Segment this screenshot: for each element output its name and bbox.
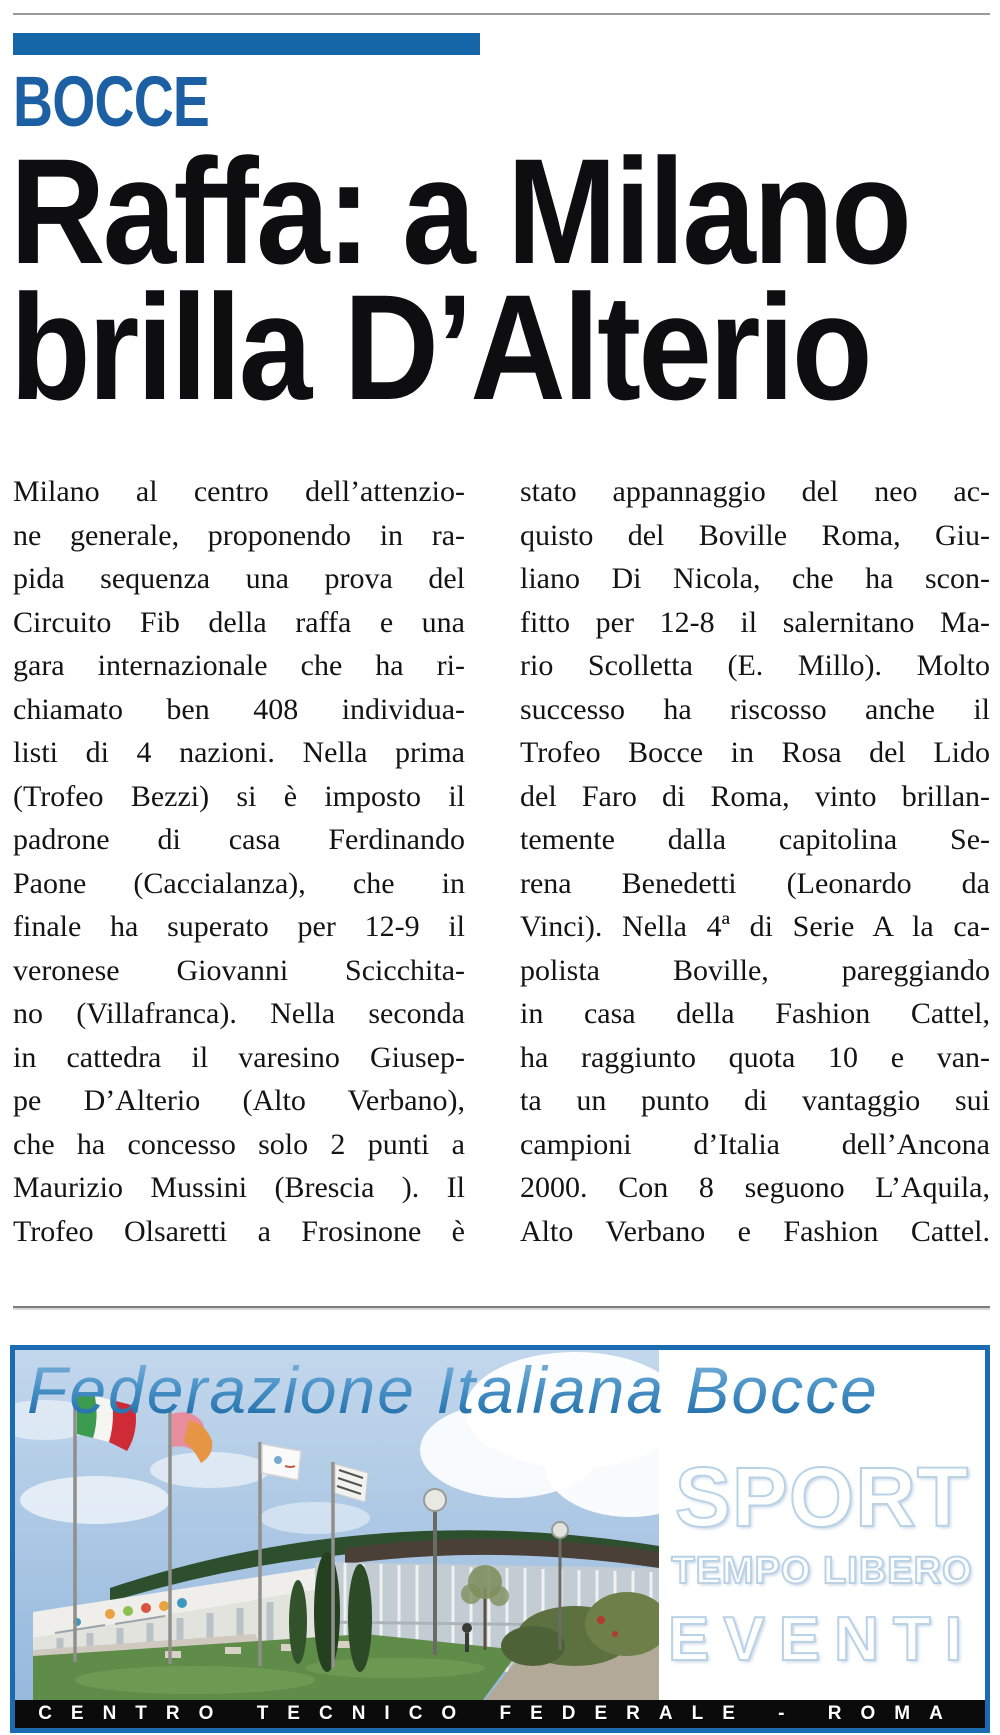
banner-tagline bbox=[659, 1450, 985, 1682]
tagline-tempo-libero: TEMPO LIBERO bbox=[671, 1550, 973, 1592]
text-line: padrone di casa Ferdinando bbox=[13, 823, 465, 856]
text-line: del Faro di Roma, vinto brillan- bbox=[520, 779, 990, 813]
article-body bbox=[13, 470, 990, 1253]
text-line: ta un punto di vantaggio sui bbox=[520, 1084, 990, 1117]
banner-footer-strip: CENTRO TECNICO FEDERALE - ROMA bbox=[15, 1700, 985, 1728]
article-headline bbox=[10, 127, 996, 431]
text-line: rena Benedetti (Leonardo da bbox=[520, 866, 990, 900]
text-line: finale ha superato per 12-9 il bbox=[13, 910, 465, 943]
text-line: temente dalla capitolina Se- bbox=[520, 823, 990, 856]
text-line: liano Di Nicola, che ha scon- bbox=[520, 562, 990, 595]
text-line: ha raggiunto quota 10 e van- bbox=[520, 1040, 990, 1074]
text-line: rio Scolletta (E. Millo). Molto bbox=[520, 649, 990, 682]
text-line: successo ha riscosso anche il bbox=[520, 692, 990, 726]
text-line: fitto per 12-8 il salernitano Ma- bbox=[520, 605, 990, 639]
article-column-right bbox=[520, 470, 990, 1253]
text-line: campioni d’Italia dell’Ancona bbox=[520, 1127, 990, 1161]
text-line: no (Villafranca). Nella seconda bbox=[13, 997, 465, 1030]
text-line: Maurizio Mussini (Brescia ). Il bbox=[13, 1171, 465, 1204]
article-column-left bbox=[13, 470, 465, 1253]
headline-line-1: Raffa: a Milano bbox=[10, 127, 910, 295]
banner-inner bbox=[15, 1350, 985, 1728]
text-line: Trofeo Olsaretti a Frosinone è bbox=[13, 1214, 465, 1248]
tagline-eventi: EVENTI bbox=[668, 1605, 976, 1674]
text-line: listi di 4 nazioni. Nella prima bbox=[13, 736, 465, 769]
text-line: veronese Giovanni Scicchita- bbox=[13, 953, 465, 987]
text-line: Circuito Fib della raffa e una bbox=[13, 605, 465, 639]
separator-rule bbox=[13, 1306, 990, 1308]
text-line: pe D’Alterio (Alto Verbano), bbox=[13, 1084, 465, 1117]
section-accent-bar bbox=[13, 33, 480, 55]
text-line: in casa della Fashion Cattel, bbox=[520, 997, 990, 1030]
text-line: chiamato ben 408 individua- bbox=[13, 692, 465, 726]
text-line: Vinci). Nella 4ª di Serie A la ca- bbox=[520, 910, 990, 943]
section-kicker: BOCCE bbox=[13, 63, 210, 142]
federation-title: Federazione Italiana Bocce bbox=[27, 1352, 977, 1428]
top-rule bbox=[13, 13, 990, 15]
text-line: ne generale, proponendo in ra- bbox=[13, 518, 465, 552]
text-line: che ha concesso solo 2 punti a bbox=[13, 1127, 465, 1161]
text-line: in cattedra il varesino Giusep- bbox=[13, 1040, 465, 1074]
text-line: 2000. Con 8 seguono L’Aquila, bbox=[520, 1171, 990, 1204]
text-line: Paone (Caccialanza), che in bbox=[13, 866, 465, 900]
text-line: (Trofeo Bezzi) si è imposto il bbox=[13, 779, 465, 813]
text-line: stato appannaggio del neo ac- bbox=[520, 475, 990, 508]
text-line: quisto del Boville Roma, Giu- bbox=[520, 518, 990, 552]
text-line: Alto Verbano e Fashion Cattel. bbox=[520, 1214, 990, 1248]
white-flag bbox=[262, 1444, 301, 1480]
text-line: gara internazionale che ha ri- bbox=[13, 649, 465, 682]
tagline-sport: SPORT bbox=[674, 1450, 970, 1544]
federation-banner-ad bbox=[10, 1345, 990, 1733]
text-line: Milano al centro dell’attenzio- bbox=[13, 475, 465, 508]
text-line: pida sequenza una prova del bbox=[13, 562, 465, 595]
headline-line-2: brilla D’Alterio bbox=[10, 263, 870, 431]
text-line: Trofeo Bocce in Rosa del Lido bbox=[520, 736, 990, 769]
text-line: polista Boville, pareggiando bbox=[520, 953, 990, 987]
